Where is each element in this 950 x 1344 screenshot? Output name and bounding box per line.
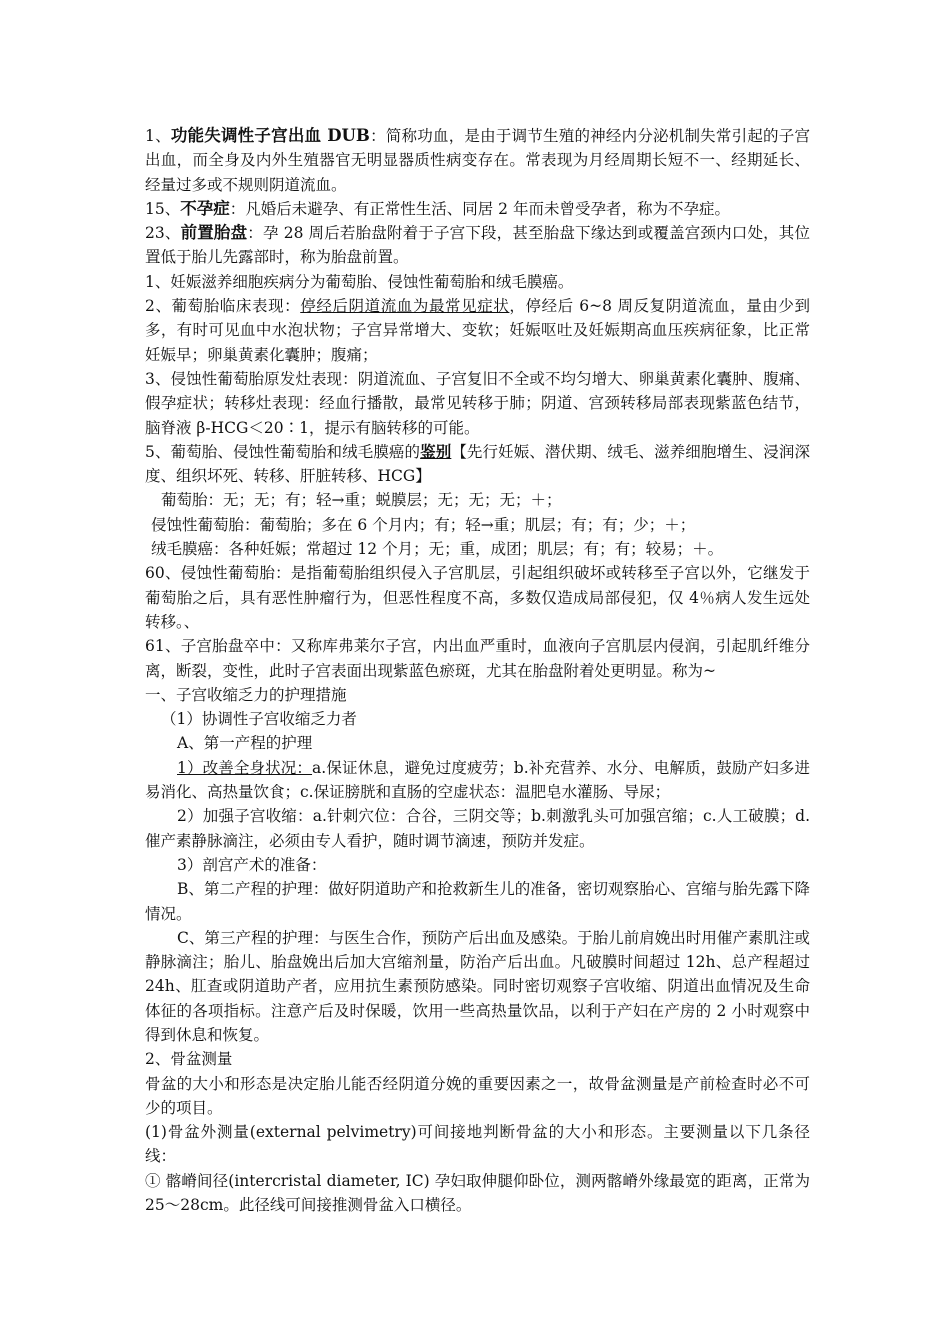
paragraph-second-stage: B、第二产程的护理：做好阴道助产和抢救新生儿的准备，密切观察胎心、宫缩与胎先露下降情况。 — [145, 880, 810, 923]
section-heading-pelvimetry: 2、骨盆测量 — [145, 1050, 233, 1069]
term-definition: ：凡婚后未避孕、有正常性生活、同居 2 年而未曾受孕者，称为不孕症。 — [229, 199, 730, 218]
paragraph-cesarean-prep: 3）剖宫产术的准备： — [177, 855, 327, 874]
underlined-text: 停经后阴道流血为最常见症状 — [300, 297, 510, 316]
comparison-row-mole: 葡萄胎：无；无；有；轻→重；蜕膜层；无；无；无；＋； — [161, 491, 562, 510]
term-heading: 不孕症 — [180, 198, 230, 218]
paragraph-external-pelvimetry: (1)骨盆外测量(external pelvimetry)可间接地判断骨盆的大小和形态。主要测量以下几条径线： — [145, 1123, 810, 1166]
subheading-first-stage: A、第一产程的护理 — [177, 734, 313, 753]
term-definition: ：简称功血，是由于调节生殖的神经内分泌机制失常引起的子宫出血，而全身及内外生殖器官无明显器质性病变存在。常表现为月经周期长短不一、经期延长、经量过多或不规则阴道流血。 — [145, 127, 810, 194]
term-definition: ：孕 28 周后若胎盘附着于子宫下段，甚至胎盘下缘达到或覆盖宫颈内口处，其位置低于胎儿先露部时，称为胎盘前置。 — [145, 224, 810, 267]
paragraph-invasive-mole-definition: 60、侵蚀性葡萄胎：是指葡萄胎组织侵入子宫肌层，引起组织破坏或转移至子宫以外，它继发于葡萄胎之后，具有恶性肿瘤行为，但恶性程度不高，多数仅造成局部侵犯，仅 4％病人发生远处转移。、 — [145, 564, 810, 631]
paragraph-general-condition — [145, 756, 810, 805]
term-heading: 功能失调性子宫出血 DUB — [170, 126, 370, 145]
underlined-bold-text: 鉴别 — [420, 441, 452, 461]
paragraph-dub — [145, 124, 810, 197]
subheading-coordinated-inertia: （1）协调性子宫收缩乏力者 — [161, 710, 357, 729]
text-run: ，停经后 6~8 周反复阴道流血，量由少到多，有时可见血中水泡状物；子宫异常增大、变软；妊娠呕吐及妊娠期高血压疾病征象，比正常妊娠早；卵巢黄素化囊肿；腹痛； — [145, 297, 810, 364]
comparison-row-invasive-mole: 侵蚀性葡萄胎：葡萄胎；多在 6 个月内；有；轻→重；肌层；有；有；少；＋； — [151, 515, 696, 534]
document-body — [145, 124, 810, 1217]
text-run: a.保证休息，避免过度疲劳；b.补充营养、水分、电解质，鼓励产妇多进易消化、高热量饮食；c.保证膀胱和直肠的空虚状态：温肥皂水灌肠、导尿； — [145, 758, 810, 802]
paragraph-differentiation — [145, 440, 810, 489]
item-number: 23、 — [145, 224, 181, 243]
paragraph-gtd-classification: 1、妊娠滋养细胞疾病分为葡萄胎、侵蚀性葡萄胎和绒毛膜癌。 — [145, 272, 574, 291]
paragraph-pelvimetry-intro: 骨盆的大小和形态是决定胎儿能否经阴道分娩的重要因素之一，故骨盆测量是产前检查时必不可少的项目。 — [145, 1074, 810, 1117]
text-run: 5、葡萄胎、侵蚀性葡萄胎和绒毛膜癌的 — [145, 442, 421, 461]
text-run: 2、葡萄胎临床表现： — [145, 297, 301, 316]
text-run: 【先行妊娠、潜伏期、绒毛、滋养细胞增生、浸润深度、组织坏死、转移、肝脏转移、HCG】 — [145, 442, 810, 486]
paragraph-infertility — [145, 197, 810, 221]
paragraph-intercristal-diameter: ① 髂嵴间径(intercristal diameter, IC) 孕妇取伸腿仰卧位，测两髂嵴外缘最宽的距离，正常为 25～28cm。此径线可间接推测骨盆入口横径。 — [145, 1171, 810, 1215]
paragraph-third-stage: C、第三产程的护理：与医生合作，预防产后出血及感染。于胎儿前肩娩出时用催产素肌注或静脉滴注；胎儿、胎盘娩出后加大宫缩剂量，防治产后出血。凡破膜时间超过 12h、总产程超过 24h、肛查或阴道助产者，应用抗生素预防感染。同时密切观察子宫收缩、阴道出血情况及生命体征的各项指标。注意产后及时保暖，饮用一些高热量饮品，以利于产妇在产房的 2 小时观察中得到休息和恢复。 — [145, 928, 810, 1044]
paragraph-placenta-previa — [145, 221, 810, 270]
section-heading-uterine-inertia: 一、子宫收缩乏力的护理措施 — [145, 685, 347, 704]
term-heading: 前置胎盘 — [180, 223, 248, 243]
paragraph-strengthen-contraction: 2）加强子宫收缩：a.针刺穴位：合谷，三阴交等；b.刺激乳头可加强宫缩；c.人工破膜；d.催产素静脉滴注，必须由专人看护，随时调节滴速，预防并发症。 — [145, 807, 810, 850]
underlined-text: 1）改善全身状况： — [177, 758, 313, 777]
item-number: 1、 — [145, 127, 171, 145]
paragraph-invasive-mole-symptoms: 3、侵蚀性葡萄胎原发灶表现：阴道流血、子宫复旧不全或不均匀增大、卵巢黄素化囊肿、腹痛、假孕症状；转移灶表现：经血行播散，最常见转移于肺；阴道、宫颈转移局部表现紫蓝色结节，脑脊液 β-HCG＜20∶1，提示有脑转移的可能。 — [145, 369, 810, 437]
paragraph-couvelaire-uterus: 61、子宫胎盘卒中：又称库弗莱尔子宫，内出血严重时，血液向子宫肌层内侵润，引起肌纤维分离，断裂，变性，此时子宫表面出现紫蓝色瘀斑，尤其在胎盘附着处更明显。称为~ — [145, 637, 810, 680]
comparison-row-choriocarcinoma: 绒毛膜癌：各种妊娠；常超过 12 个月；无；重，成团；肌层；有；有；较易；＋。 — [151, 540, 724, 559]
item-number: 15、 — [145, 199, 181, 218]
paragraph-mole-symptoms — [145, 294, 810, 367]
